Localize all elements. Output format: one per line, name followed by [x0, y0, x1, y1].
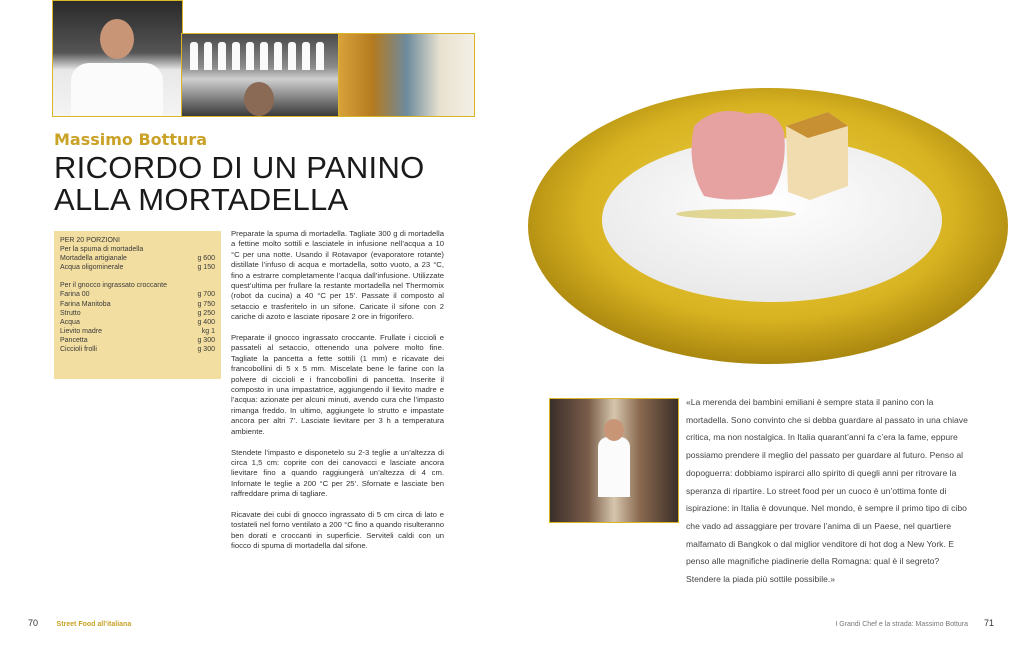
author-name: Massimo Bottura	[54, 130, 208, 149]
ingredient-row: Mortadella artigianale g 600	[60, 255, 215, 263]
chef-street-portrait	[549, 398, 679, 523]
ingredient-row: Strutto g 250	[60, 309, 215, 317]
method-paragraph: Preparate la spuma di mortadella. Tagliate 300 g di mortadella a fettine molto sottili e lasciatele in infusione nell’acqua a 10 °C per una notte. Usando il Rotavapor (evaporatore rotante) distillate l’infuso di acqua e mortadella, sotto vuoto, a 23 °C, fino a estrarre completamente l’acqua dall’infusione. Utilizzate quest’ultima per frullare la restante mortadella nel Thermomix (robot da cucina) a 40 °C per 15’. Passate il composto al setaccio e trasferitelo in un sifone. Caricate il sifone con 2 cariche di azoto e lasciate riposare 2 ore in frigorifero.	[231, 229, 444, 322]
ingredient-row: Farina 00 g 700	[60, 291, 215, 299]
servings-header: PER 20 PORZIONI	[60, 237, 120, 244]
method-paragraph: Stendete l’impasto e disponetelo su 2-3 teglie a un’altezza di circa 1,5 cm: coprite con dei canovacci e lasciate ancora lievitare fino a quando raggiungerà un’altezza di 4 cm. Infornate le teglie a 200 °C per 25’. Sfornate e lasciate ben raffreddare prima di tagliare.	[231, 447, 444, 499]
page-number: 70	[28, 618, 39, 628]
kitchen-brigade-photo	[181, 33, 340, 117]
right-page	[512, 0, 1024, 655]
ingredient-row: Acqua oligominerale g 150	[60, 264, 215, 272]
restaurant-interior-photo	[338, 33, 475, 117]
ingredient-row: Ciccioli frolli g 300	[60, 346, 215, 354]
ingredient-group-title: Per il gnocco ingrassato croccante	[60, 282, 167, 290]
ingredient-row: Acqua g 400	[60, 318, 215, 326]
ingredient-row: Lievito madre kg 1	[60, 327, 215, 335]
chef-portrait-photo	[52, 0, 183, 117]
method-paragraph: Ricavate dei cubi di gnocco ingrassato di 5 cm circa di lato e tostateli nel forno ventilato a 200 °C fino a quando risulteranno ben dorati e croccanti in superficie. Serviteli caldi con un fiocco di spuma di mortadella dal sifone.	[231, 509, 444, 551]
ingredients-box	[54, 231, 221, 379]
section-title: Street Food all’italiana	[56, 621, 132, 628]
garnish-crumbs	[676, 209, 796, 219]
method-paragraph: Preparate il gnocco ingrassato croccante. Frullate i ciccioli e passateli al setaccio, ottenendo una polvere molto fine. Tagliate la pancetta a fette sottili (1 mm) e ricavate dei francobollini di 5 x 5 mm. Miscelate bene le farine con la polvere di ciccioli e i francobollini di pancetta. Inserite il composto in una impastatrice, aggiungendo il lievito madre e l’acqua: azionate per alcuni minuti, avendo cura che l’impasto rimanga freddo. In ultimo, aggiungete lo strutto e impastate ancora per altri 7’. Lasciate lievitare per 3 h a temperatura ambiente.	[231, 333, 444, 436]
footer-right	[835, 618, 994, 628]
recipe-method	[231, 229, 444, 562]
recipe-title: RICORDO DI UN PANINO ALLA MORTADELLA	[54, 150, 425, 217]
running-head: I Grandi Chef e la strada: Massimo Bottura	[835, 621, 969, 628]
ingredient-row: Pancetta g 300	[60, 336, 215, 344]
dish-plate-photo	[526, 86, 1012, 370]
footer-left	[28, 618, 131, 628]
page-number: 71	[983, 618, 994, 628]
chef-quote: «La merenda dei bambini emiliani è sempre stata il panino con la mortadella. Sono convinto che si debba guardare al passato in una chiave critica, ma non nostalgica. In Italia quarant’anni fa c’era la fame, eppure possiamo prendere il meglio del passato per guardare al futuro. Penso al dopoguerra: dobbiamo ispirarci allo spirito di quegli anni per ritrovare la speranza di ripartire. Lo street food per un cuoco è un’ottima fonte di ispirazione: in Italia è dovunque. Nel mondo, è sempre il primo tipo di cibo che vado ad assaggiare per trovare l’anima di un Paese, nel quartiere malfamato di Bangkok o dal miglior venditore di hot dog a New York. E penso alle magnifiche piadinerie della Romagna: qual è il segreto? Stendere la piada più sottile possibile.»	[686, 397, 968, 585]
mortadella-foam	[692, 111, 785, 200]
ingredient-group-title: Per la spuma di mortadella	[60, 246, 144, 254]
ingredient-row: Farina Manitoba g 750	[60, 300, 215, 308]
